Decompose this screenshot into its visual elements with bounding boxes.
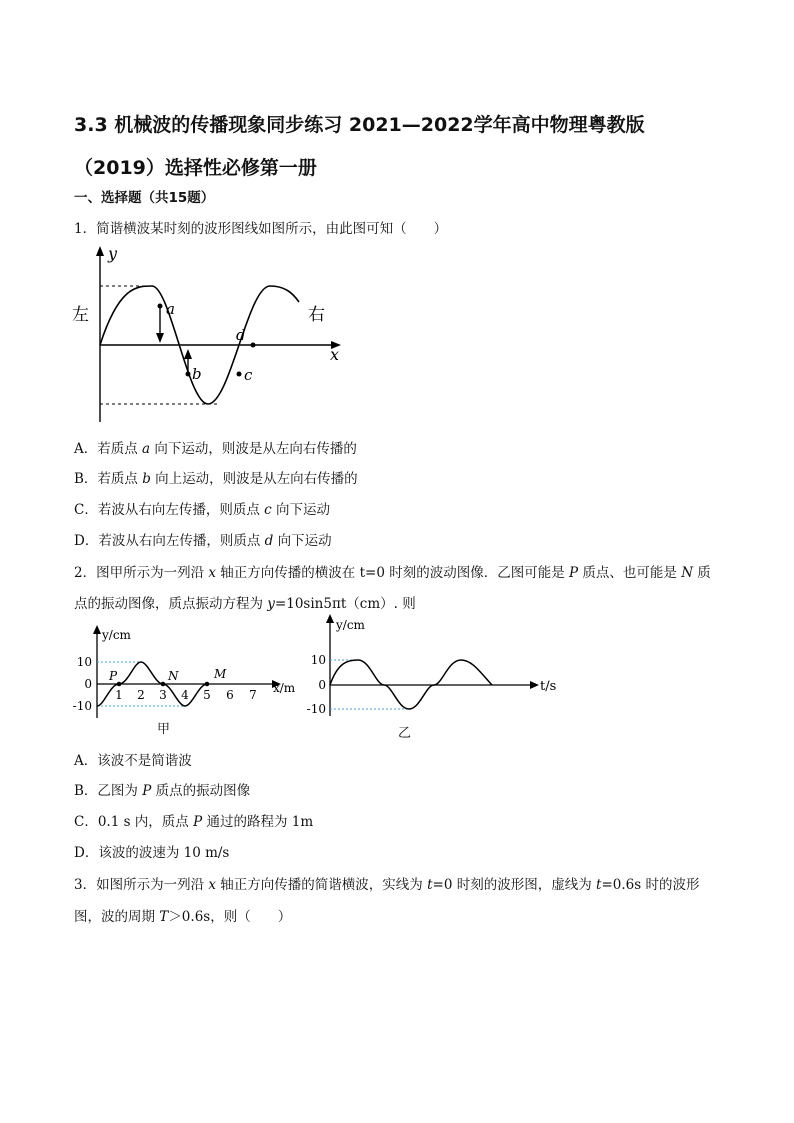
q1-option-d: D．若波从右向左传播，则质点 d 向下运动 bbox=[74, 533, 332, 549]
q1-point-d-dot bbox=[251, 343, 256, 348]
q2-jia-y-tick: 0 bbox=[84, 677, 92, 691]
q2-jia-label-m: M bbox=[214, 667, 227, 681]
q2-option-b: B．乙图为 P 质点的振动图像 bbox=[74, 783, 251, 799]
q1-arrow-down-icon bbox=[156, 333, 164, 343]
q2-jia-x-tick: 3 bbox=[159, 688, 167, 702]
q2-jia-y-unit: y/cm bbox=[102, 628, 131, 642]
q2-jia-x-tick: 6 bbox=[226, 688, 234, 702]
q1-arrow-up-icon bbox=[184, 349, 192, 359]
q2-jia-x-tick: 2 bbox=[137, 688, 145, 702]
q1-label-b: b bbox=[192, 365, 202, 383]
q1-label-a: a bbox=[166, 300, 175, 318]
q2-jia-x-tick: 5 bbox=[203, 688, 211, 702]
q2-jia-label-p: P bbox=[109, 669, 118, 683]
q2-yi-y-arrow bbox=[326, 614, 334, 623]
q2-jia-point-n-dot bbox=[161, 682, 166, 687]
q1-y-arrow bbox=[96, 246, 104, 256]
q2-yi-x-unit: t/s bbox=[540, 679, 557, 694]
q2-yi-caption: 乙 bbox=[398, 726, 412, 741]
q1-wave-figure bbox=[70, 244, 360, 426]
q1-y-label: y bbox=[108, 244, 118, 263]
q2-figure-jia bbox=[68, 622, 308, 722]
q2-yi-y-tick: 0 bbox=[318, 678, 326, 692]
q1-point-b-dot bbox=[186, 372, 191, 377]
q2-jia-y-tick: 10 bbox=[76, 655, 92, 669]
q2-stem-line-1: 2．图甲所示为一列沿 x 轴正方向传播的横波在 t=0 时刻的波动图像．乙图可能是 P 质点、也可能是 N 质 bbox=[74, 565, 711, 581]
q2-jia-point-p-dot bbox=[117, 682, 122, 687]
q2-jia-y-arrow bbox=[93, 625, 101, 634]
q2-figure-yi bbox=[306, 612, 566, 720]
q2-jia-caption: 甲 bbox=[157, 722, 171, 737]
q1-option-b: B．若质点 b 向上运动，则波是从左向右传播的 bbox=[74, 471, 358, 487]
q2-jia-x-unit: x/m bbox=[273, 681, 296, 695]
section-heading: 一、选择题（共15题） bbox=[74, 190, 215, 206]
q3-stem-line-2: 图，波的周期 T＞0.6s，则（ ） bbox=[74, 909, 292, 925]
q2-jia-label-n: N bbox=[168, 669, 179, 683]
q2-jia-x-tick: 4 bbox=[181, 688, 189, 702]
document-title bbox=[74, 104, 734, 190]
q2-option-c: C．0.1 s 内，质点 P 通过的路程为 1m bbox=[74, 814, 314, 830]
q2-yi-y-tick: 10 bbox=[310, 653, 326, 667]
q2-jia-point-m-dot bbox=[205, 682, 210, 687]
q1-point-a-dot bbox=[158, 304, 163, 309]
q1-label-d: d bbox=[236, 326, 246, 344]
q2-jia-y-tick: -10 bbox=[72, 699, 92, 713]
q2-yi-x-arrow bbox=[530, 681, 539, 689]
title-line-1: 3.3 机械波的传播现象同步练习 2021—2022学年高中物理粤教版 bbox=[74, 114, 645, 136]
q1-stem: 1．简谐横波某时刻的波形图线如图所示，由此图可知（ ） bbox=[74, 221, 448, 237]
q2-option-a: A．该波不是简谐波 bbox=[74, 753, 192, 769]
q1-point-c-dot bbox=[237, 372, 242, 377]
q2-yi-y-unit: y/cm bbox=[336, 618, 365, 632]
q1-left-label: 左 bbox=[72, 305, 89, 325]
q3-stem-line-1: 3．如图所示为一列沿 x 轴正方向传播的简谐横波，实线为 t=0 时刻的波形图，虚线为 t=0.6s 时的波形 bbox=[74, 877, 700, 893]
q1-option-a: A．若质点 a 向下运动，则波是从左向右传播的 bbox=[74, 441, 357, 457]
q2-option-d: D．该波的波速为 10 m/s bbox=[74, 845, 230, 861]
title-line-2: （2019）选择性必修第一册 bbox=[74, 157, 317, 179]
q2-jia-x-tick: 1 bbox=[115, 688, 123, 702]
q1-x-label: x bbox=[330, 345, 340, 364]
q1-label-c: c bbox=[244, 366, 253, 384]
q2-jia-x-tick: 7 bbox=[249, 688, 257, 702]
q1-right-label: 右 bbox=[308, 305, 325, 325]
q1-option-c: C．若波从右向左传播，则质点 c 向下运动 bbox=[74, 502, 330, 518]
q2-stem-line-2: 点的振动图像，质点振动方程为 y=10sin5πt（cm）. 则 bbox=[74, 596, 416, 612]
q2-yi-y-tick: -10 bbox=[306, 702, 326, 716]
